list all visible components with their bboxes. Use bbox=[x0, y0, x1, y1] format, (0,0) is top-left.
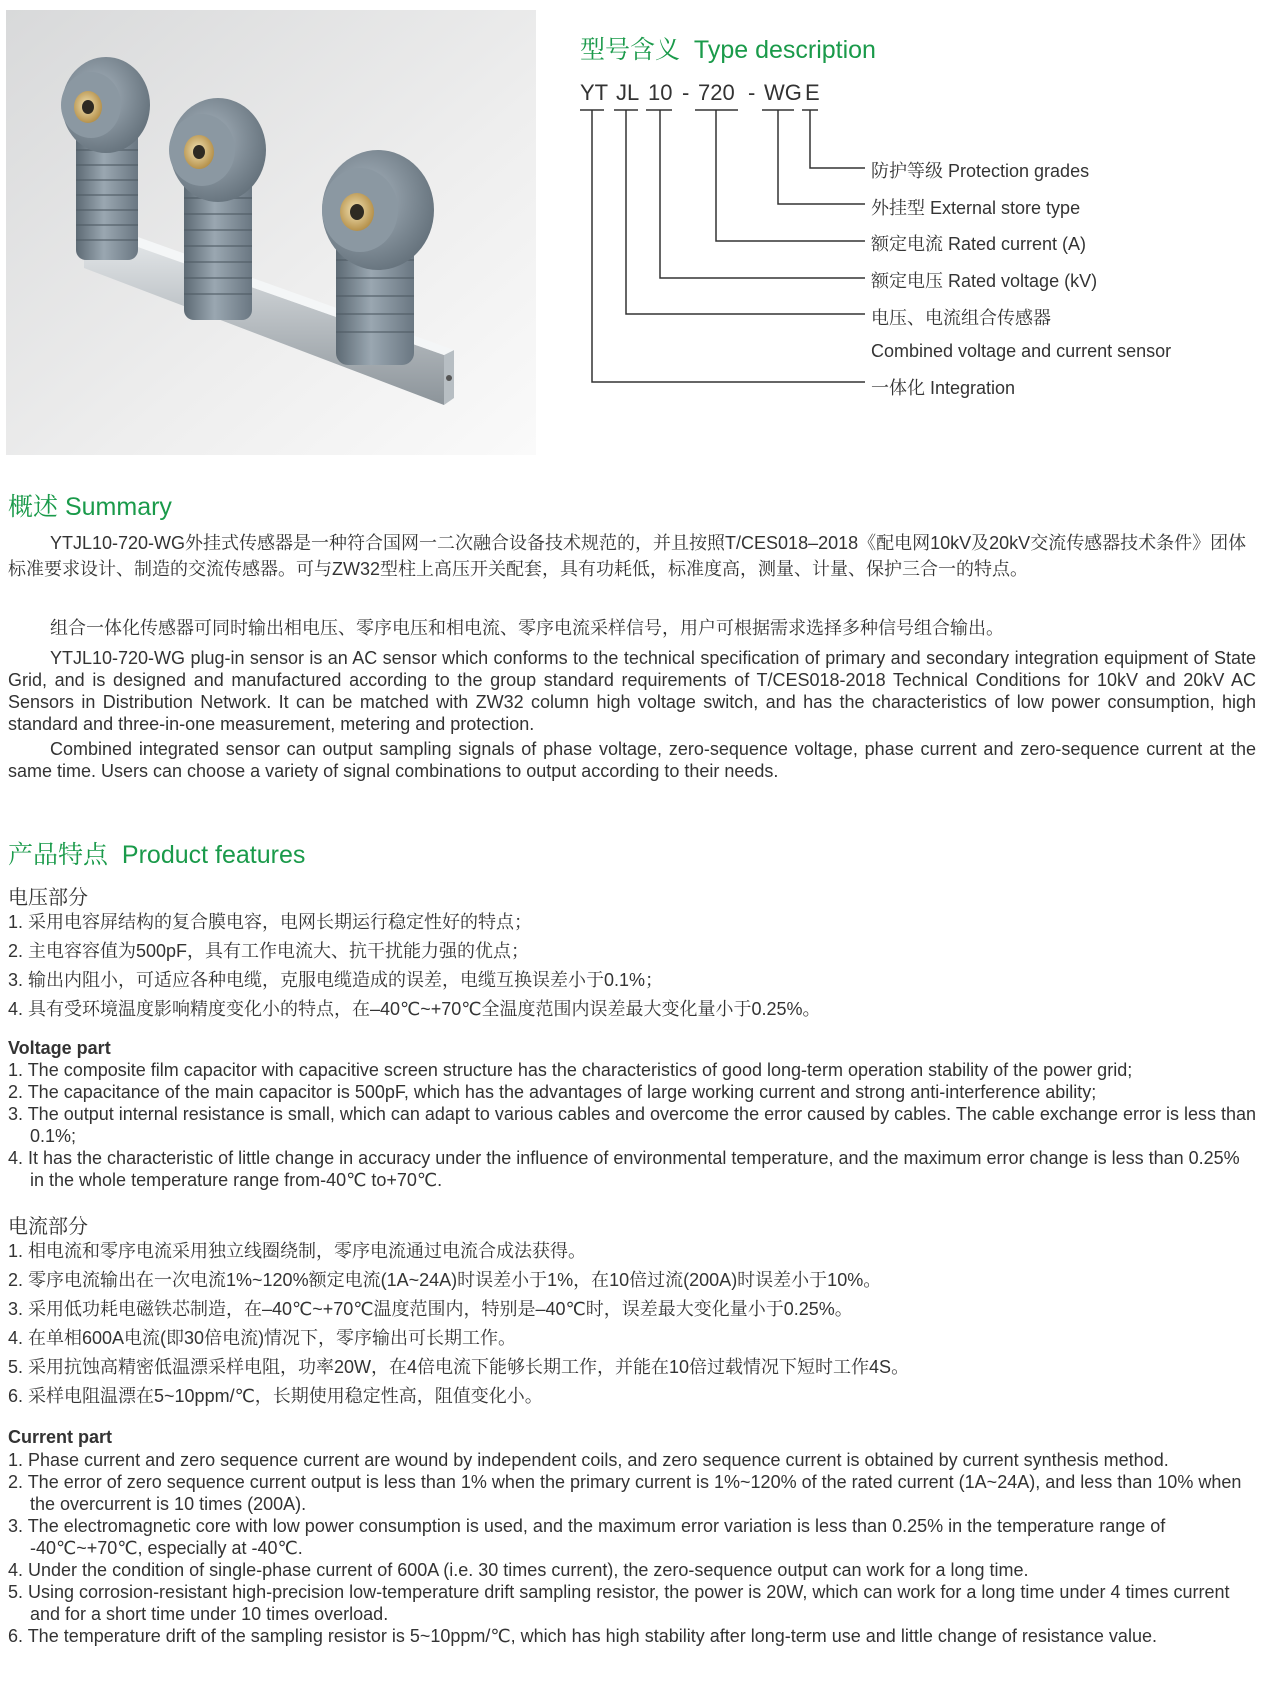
list-item: 2. 主电容容值为500pF，具有工作电流大、抗干扰能力强的优点； bbox=[8, 941, 530, 961]
legend-combined-sensor-cn: 电压、电流组合传感器 bbox=[871, 308, 1051, 328]
list-item: 4. 具有受环境温度影响精度变化小的特点，在–40℃~+70℃全温度范围内误差最大变化量小于0.25%。 bbox=[8, 999, 821, 1019]
current-part-cn-list bbox=[8, 1237, 1256, 1411]
legend-rated-voltage: 额定电压 Rated voltage (kV) bbox=[871, 271, 1098, 291]
summary-title-cn: 概述 bbox=[8, 493, 59, 521]
legend-protection-grades: 防护等级 Protection grades bbox=[871, 161, 1090, 181]
summary-title bbox=[8, 487, 172, 523]
code-segment-jl: JL bbox=[616, 80, 640, 105]
summary-cn-paragraph-2: 组合一体化传感器可同时输出相电压、零序电压和相电流、零序电流采样信号，用户可根据需求选择多种信号组合输出。 bbox=[50, 618, 1004, 638]
features-title-cn: 产品特点 bbox=[8, 841, 109, 869]
code-segment-yt: YT bbox=[580, 80, 609, 105]
legend-combined-sensor-en: Combined voltage and current sensor bbox=[871, 341, 1172, 361]
summary-en-paragraph-2: Combined integrated sensor can output sampling signals of phase voltage, zero-sequence voltage, phase current and zero-sequence current at the same time. Users can choose a variety of signal combinations to output according to their needs. bbox=[8, 739, 1256, 781]
voltage-part-en-title: Voltage part bbox=[8, 1038, 111, 1058]
voltage-part-cn-title: 电压部分 bbox=[8, 887, 88, 909]
list-item: 6. The temperature drift of the sampling resistor is 5~10ppm/℃, which has high stability after long-term use and little change of resistance value. bbox=[8, 1626, 1157, 1646]
code-segment-e: E bbox=[805, 80, 820, 105]
list-item: 4. It has the characteristic of little change in accuracy under the influence of environmental temperature, and the maximum error change is less than 0.25% in the whole temperature range from-40℃ to+70℃. bbox=[8, 1148, 1240, 1190]
legend-integration: 一体化 Integration bbox=[871, 378, 1016, 398]
summary-en-paragraph-1: YTJL10-720-WG plug-in sensor is an AC sensor which conforms to the technical specification of primary and secondary integration equipment of State Grid, and is designed and manufactured according to the group standard requirements of T/CES018-2018 Technical Conditions for 10kV and 20kV AC Sensors in Distribution Network. It can be matched with ZW32 column high voltage switch, and has the characteristics of low power consumption, high standard and three-in-one measurement, metering and protection. bbox=[8, 648, 1256, 734]
features-title-en: Product features bbox=[121, 841, 306, 869]
voltage-part-cn-list bbox=[8, 908, 1256, 1024]
type-title-en: Type description bbox=[693, 36, 876, 64]
code-segment-720: 720 bbox=[698, 80, 735, 105]
list-item: 4. Under the condition of single-phase current of 600A (i.e. 30 times current), the zero-sequence output can work for a long time. bbox=[8, 1560, 1029, 1580]
list-item: 5. Using corrosion-resistant high-precision low-temperature drift sampling resistor, the power is 20W, which can work for a long time under 4 times current and for a short time under 10 times overload. bbox=[8, 1582, 1230, 1624]
list-item: 6. 采样电阻温漂在5~10ppm/℃，长期使用稳定性高，阻值变化小。 bbox=[8, 1386, 543, 1406]
list-item: 1. 采用电容屏结构的复合膜电容，电网长期运行稳定性好的特点； bbox=[8, 912, 533, 932]
list-item: 2. The capacitance of the main capacitor is 500pF, which has the advantages of large working current and strong anti-interference ability; bbox=[8, 1082, 1097, 1102]
code-segment-dash2: - bbox=[748, 80, 756, 105]
list-item: 2. The error of zero sequence current output is less than 1% when the primary current is 1%~120% of the rated current (1A~24A), and less than 10% when the overcurrent is 10 times (200A). bbox=[8, 1472, 1242, 1514]
current-part-en-list bbox=[8, 1449, 1256, 1647]
bracket-lines bbox=[580, 108, 1264, 408]
legend-rated-current: 额定电流 Rated current (A) bbox=[871, 234, 1087, 254]
summary-cn-paragraph-1: YTJL10-720-WG外挂式传感器是一种符合国网一二次融合设备技术规范的，并且按照T/CES018–2018《配电网10kV及20kV交流传感器技术条件》团体标准要求设计、制造的交流传感器。可与ZW32型柱上高压开关配套，具有功耗低，标准度高，测量、计量、保护三合一的特点。 bbox=[8, 533, 1247, 579]
type-title-cn: 型号含义 bbox=[580, 36, 681, 64]
list-item: 1. The composite film capacitor with capacitive screen structure has the characteristics of good long-term operation stability of the power grid; bbox=[8, 1060, 1133, 1080]
current-part-en-title: Current part bbox=[8, 1427, 113, 1447]
code-segment-wg: WG bbox=[764, 80, 802, 105]
summary-title-en: Summary bbox=[64, 493, 172, 521]
list-item: 5. 采用抗蚀高精密低温漂采样电阻，功率20W，在4倍电流下能够长期工作，并能在10倍过载情况下短时工作4S。 bbox=[8, 1357, 910, 1377]
current-part-cn-title: 电流部分 bbox=[8, 1216, 88, 1238]
code-segment-10: 10 bbox=[648, 80, 673, 105]
code-segment-dash1: - bbox=[682, 80, 690, 105]
sensor-illustration bbox=[6, 10, 536, 455]
list-item: 1. 相电流和零序电流采用独立线圈绕制，零序电流通过电流合成法获得。 bbox=[8, 1241, 587, 1261]
list-item: 4. 在单相600A电流(即30倍电流)情况下，零序输出可长期工作。 bbox=[8, 1328, 517, 1348]
list-item: 1. Phase current and zero sequence current are wound by independent coils, and zero sequence current is obtained by current synthesis method. bbox=[8, 1450, 1169, 1470]
list-item: 3. The output internal resistance is small, which can adapt to various cables and overcome the error caused by cables. The cable exchange error is less than 0.1%; bbox=[8, 1104, 1257, 1146]
type-bracket-diagram bbox=[580, 108, 1264, 408]
list-item: 2. 零序电流输出在一次电流1%~120%额定电流(1A~24A)时误差小于1%，在10倍过流(200A)时误差小于10%。 bbox=[8, 1270, 882, 1290]
list-item: 3. 采用低功耗电磁铁芯制造，在–40℃~+70℃温度范围内，特别是–40℃时，误差最大变化量小于0.25%。 bbox=[8, 1299, 853, 1319]
product-photo bbox=[6, 10, 536, 455]
voltage-part-en-list bbox=[8, 1059, 1256, 1191]
legend-external-store-type: 外挂型 External store type bbox=[871, 198, 1081, 218]
product-features-title bbox=[8, 835, 305, 871]
type-description-title bbox=[580, 30, 876, 66]
list-item: 3. The electromagnetic core with low power consumption is used, and the maximum error variation is less than 0.25% in the temperature range of -40℃~+70℃, especially at -40℃. bbox=[8, 1516, 1166, 1558]
list-item: 3. 输出内阻小，可适应各种电缆，克服电缆造成的误差，电缆互换误差小于0.1%； bbox=[8, 970, 664, 990]
